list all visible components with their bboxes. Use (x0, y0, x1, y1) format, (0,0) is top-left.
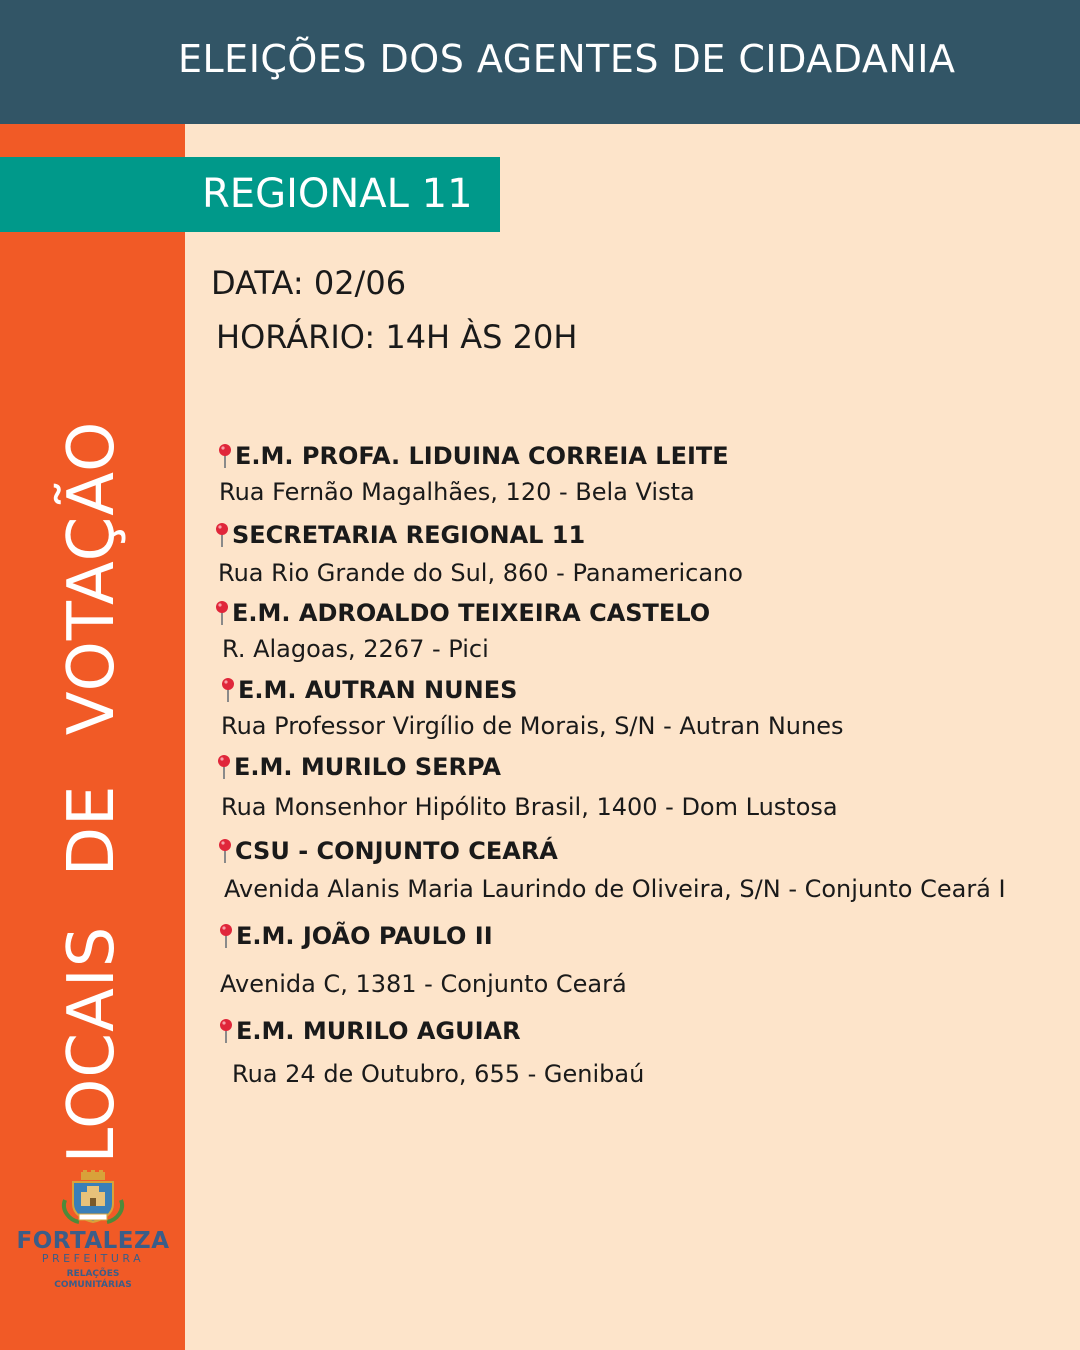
map-pin-icon (217, 754, 231, 780)
location-name-text: SECRETARIA REGIONAL 11 (232, 521, 586, 549)
location-name (219, 1017, 521, 1045)
location-address: R. Alagoas, 2267 - Pici (222, 635, 489, 663)
map-pin-icon (219, 923, 233, 949)
map-pin-icon (215, 600, 229, 626)
regional-label: REGIONAL 11 (202, 171, 473, 217)
map-pin-icon (218, 838, 232, 864)
map-pin-icon (218, 443, 232, 469)
location-name (217, 753, 501, 781)
location-address: Rua Rio Grande do Sul, 860 - Panamericano (218, 559, 743, 587)
time-text: HORÁRIO: 14H ÀS 20H (216, 318, 578, 356)
map-pin-icon (219, 1018, 233, 1044)
logo-dept-line2: COMUNITÁRIAS (54, 1280, 132, 1290)
location-address: Rua Fernão Magalhães, 120 - Bela Vista (219, 478, 695, 506)
location-name (219, 922, 493, 950)
location-name (215, 599, 710, 627)
vertical-title: LOCAIS DE VOTAÇÃO (55, 420, 129, 1164)
sidebar (0, 124, 185, 1350)
location-name (218, 442, 729, 470)
location-name-text: E.M. MURILO AGUIAR (236, 1017, 521, 1045)
location-name-text: E.M. ADROALDO TEIXEIRA CASTELO (232, 599, 711, 627)
fortaleza-logo (14, 1170, 172, 1310)
city-crest-icon (59, 1170, 127, 1226)
header-bar (0, 0, 1080, 124)
location-name-text: CSU - CONJUNTO CEARÁ (235, 837, 558, 865)
location-name-text: E.M. JOÃO PAULO II (236, 922, 493, 950)
date-text: DATA: 02/06 (211, 264, 407, 302)
regional-banner (0, 157, 500, 232)
logo-dept-line1: RELAÇÕES (66, 1269, 120, 1279)
map-pin-icon (215, 522, 229, 548)
logo-subtitle: PREFEITURA (41, 1252, 145, 1265)
location-name (215, 521, 585, 549)
location-address: Avenida Alanis Maria Laurindo de Oliveira, S/N - Conjunto Ceará I (224, 875, 1006, 903)
logo-city-text: FORTALEZA (16, 1228, 170, 1254)
map-pin-icon (221, 677, 235, 703)
location-name-text: E.M. AUTRAN NUNES (238, 676, 518, 704)
location-address: Rua Monsenhor Hipólito Brasil, 1400 - Dom Lustosa (221, 793, 838, 821)
location-name (221, 676, 517, 704)
page-title: ELEIÇÕES DOS AGENTES DE CIDADANIA (178, 37, 956, 81)
location-address: Rua 24 de Outubro, 655 - Genibaú (232, 1060, 645, 1088)
location-address: Avenida C, 1381 - Conjunto Ceará (220, 970, 627, 998)
location-name-text: E.M. PROFA. LIDUINA CORREIA LEITE (235, 442, 729, 470)
location-name (218, 837, 558, 865)
location-name-text: E.M. MURILO SERPA (234, 753, 501, 781)
location-address: Rua Professor Virgílio de Morais, S/N - Autran Nunes (221, 712, 844, 740)
